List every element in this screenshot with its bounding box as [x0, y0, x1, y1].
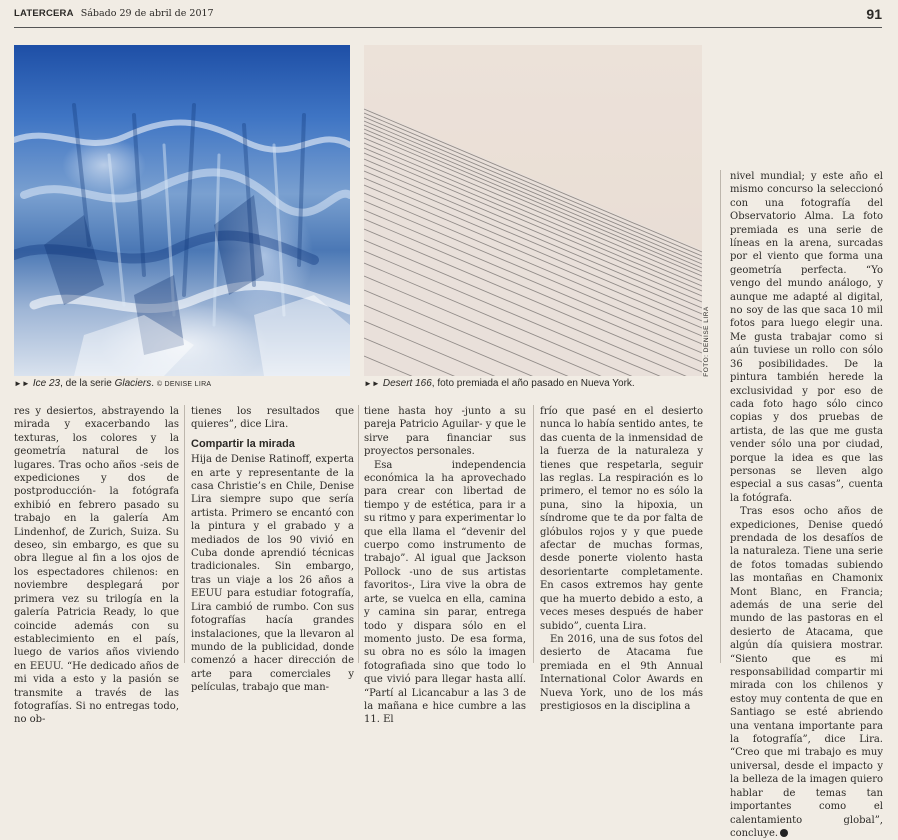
paragraph: frío que pasé en el desierto nunca lo había sentido antes, te das cuenta de la inmensidad de la fuerza de la naturaleza y tienes que respetarla, seguir las reglas. La respiración es lo primero, el temor no es sólo la puna, sino la hipoxia, un síndrome que te da por falta de glóbulos rojos y y que puede afectar de muchas formas, desde ponerte violento hasta desorientarte completamente. En casos extremos hay gente que ha muerto debido a esto, a veces meses después de haber subido”, cuenta Lira. [540, 406, 703, 632]
paragraph: nivel mundial; y este año el mismo concurso la seleccionó con una fotografía del Observatorio Alma. La foto premiada es una serie de líneas en la arena, surcadas por el viento que forma una geometría perfecta. “Yo vengo del mundo análogo, y aunque me adapté al digital, no soy de las que saca 10 mil fotos para luego elegir una. Me gusta trabajar como si aún tuviese un rollo con sólo 36 posibilidades. De la pintura también herede la exclusividad y por eso de cada foto hago sólo cinco copias y dos pruebas de artista, de las que me gusta vender sólo una por ciudad, porque la idea es que las personas se lleven algo especial a sus casas”, cuenta la fotógrafa. [730, 171, 883, 504]
paragraph: Tras esos ocho años de expediciones, Denise quedó prendada de los desafíos de la naturaleza. Tiene una serie de fotos tomadas subiendo las montañas en Chamonix Mont Blanc, en Francia; además de una serie del mundo de las pastoras en el desierto de Atacama, que algún día quisiera mostrar. “Siento que es mi responsabilidad compartir mi mirada con los chilenos y estoy muy contenta de que en Santiago se esté abriendo una ventana importante para la fotografía”, dice Lira. “Creo que mi trabajo es muy universal, desde el impacto y la belleza de la imagen quiero hablar de temas tan importantes como el calentamiento global”, concluye. [730, 506, 883, 839]
caption-ice: ►► Ice 23, de la serie Glaciers. © DENISE LIRA [14, 378, 212, 389]
glacier-texture [14, 45, 350, 376]
article-column-3 [364, 405, 526, 727]
photo-credit: © DENISE LIRA [156, 381, 212, 388]
issue-date: Sábado 29 de abril de 2017 [80, 8, 214, 19]
end-of-article-icon [780, 829, 788, 837]
glacier-photo [14, 45, 350, 376]
paragraph: res y desiertos, abstrayendo la mirada y exacerbando las texturas, los colores y la geometría natural de los lugares. Tras ocho años -seis de expediciones y dos de postproducción- la fotógrafa exhibió en febrero pasado su trabajo en la galería Am Lindenhof, de Zurich, Suiza. Su deseo, sin embargo, es que su obra llegue al fin a los ojos de los espectadores chilenos: en noviembre desplegará por primera vez su trilogía en la galería Patricia Ready, lo que coincide además con su establecimiento en el país, luego de varios años viviendo en EEUU. “He dedicado años de mi vida a esto y la pasión se transmite a través de las fotografías. Si no entregas todo, no ob- [14, 406, 179, 726]
column-divider [533, 405, 534, 663]
column-divider [720, 170, 721, 663]
caption-desert: ►► Desert 166, foto premiada el año pasado en Nueva York. [364, 378, 635, 389]
column-divider [184, 405, 185, 663]
section-subhead: Compartir la mirada [191, 437, 295, 450]
caption-arrow-icon: ►► [364, 379, 380, 388]
article-column-2 [191, 405, 354, 695]
caption-arrow-icon: ►► [14, 379, 30, 388]
paragraph: tienes los resultados que quieres”, dice Lira. [191, 406, 354, 431]
masthead-rule [14, 27, 882, 28]
masthead [14, 8, 882, 24]
article-column-5 [730, 170, 883, 840]
desert-photo [364, 45, 702, 376]
article-column-1 [14, 405, 179, 727]
paragraph: Esa independencia económica la ha aprovechado para crear con libertad de tiempo y de estética, para ir a su ritmo y para experimentar lo que ella llama el “devenir del cuerpo como instrumento de trabajo”. Al igual que Jackson Pollock -uno de sus artistas favoritos-, Lira vive la obra de arte, se vuelca en ella, camina y camina sin parar, entrega todo y dispara sólo en el momento justo. De esa forma, su obra no es sólo la imagen fotografiada sino que todo lo que vivió para llegar hasta allí. “Partí al Licancabur a las 3 de la mañana e hice cumbre a las 11. El [364, 459, 526, 726]
paragraph: tiene hasta hoy -junto a su pareja Patricio Aguilar- y que le sirve para financiar sus proyectos personales. [364, 406, 526, 458]
newspaper-brand: LATERCERA [14, 8, 74, 19]
article-column-4 [540, 405, 703, 713]
paragraph: En 2016, una de sus fotos del desierto de Atacama fue premiada en el 9th Annual International Color Awards en Nueva York, uno de los más prestigiosos en la disciplina a [540, 633, 703, 712]
page-number: 91 [866, 6, 882, 22]
photo-credit-vertical: FOTO: DENISE LIRA [703, 306, 710, 377]
desert-lines [364, 45, 702, 376]
paragraph: Hija de Denise Ratinoff, experta en arte y representante de la casa Christie’s en Chile, Denise Lira siempre supo que sería artista. Primero se encantó con la pintura y el grabado y a mediados de los 90 vivió en Cuba donde aprendió técnicas tradicionales. Sin embargo, tras un viaje a los 26 años a EEUU para estudiar fotografía, Lira cambió de rumbo. Con sus fotografías hacía grandes instalaciones, que la llevaron al mundo de la publicidad, donde comenzó a hacer dirección de arte para comerciales y películas, trabajo que man- [191, 454, 354, 694]
column-divider [358, 405, 359, 663]
